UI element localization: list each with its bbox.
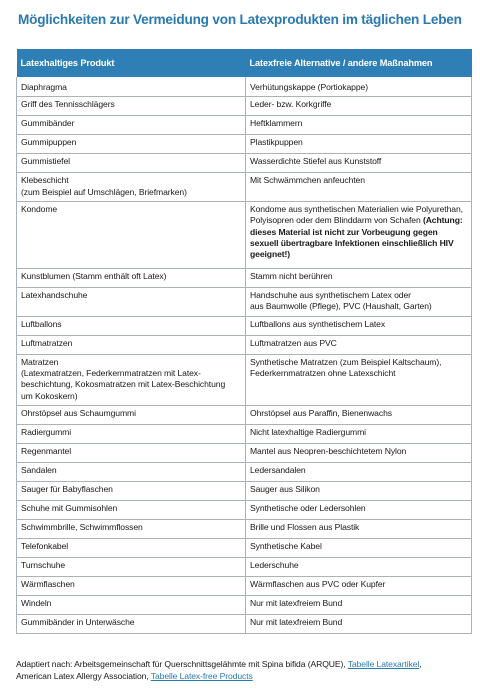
table-row — [17, 615, 472, 634]
cell-alternative — [246, 77, 472, 97]
source-footer — [16, 658, 471, 682]
cell-product: Griff des Tennisschlägers — [17, 97, 246, 116]
table-row — [17, 269, 472, 288]
alternative-text: Nicht latexhaltige Radiergummi — [250, 427, 366, 438]
alternative-text: Nur mit latexfreiem Bund — [250, 598, 343, 609]
table-row — [17, 501, 472, 520]
footer-text-2: American Latex Allergy Association, — [16, 671, 151, 682]
table-row — [17, 135, 472, 154]
table-row — [17, 288, 472, 317]
alternative-text: Heftklammern — [250, 118, 303, 129]
alternative-text: Mit Schwämmchen anfeuchten — [250, 175, 365, 186]
table-row — [17, 202, 472, 269]
cell-alternative — [246, 425, 472, 444]
table-row — [17, 316, 472, 335]
header-product: Latexhaltiges Produkt — [17, 49, 246, 77]
cell-product: Turnschuhe — [17, 558, 246, 577]
link-latexartikel[interactable]: Tabelle Latexartikel — [347, 659, 420, 669]
cell-alternative — [246, 520, 472, 539]
alternative-text: Nur mit latexfreiem Bund — [250, 617, 343, 628]
cell-alternative — [246, 615, 472, 634]
table-row — [17, 596, 472, 615]
cell-product: Luftmatratzen — [17, 335, 246, 354]
alternative-text: Sauger aus Silikon — [250, 484, 320, 495]
table-row — [17, 444, 472, 463]
table-row — [17, 97, 472, 116]
cell-product: Regenmantel — [17, 444, 246, 463]
table-row — [17, 77, 472, 97]
alternative-text: Luftmatratzen aus PVC — [250, 337, 337, 348]
cell-alternative — [246, 558, 472, 577]
cell-alternative — [246, 463, 472, 482]
cell-alternative — [246, 501, 472, 520]
cell-product: Gummipuppen — [17, 135, 246, 154]
table-row — [17, 335, 472, 354]
cell-alternative — [246, 116, 472, 135]
cell-product: Diaphragma — [17, 77, 246, 97]
cell-product: Gummistiefel — [17, 154, 246, 173]
cell-alternative — [246, 406, 472, 425]
alternative-text: Stamm nicht berühren — [250, 271, 333, 282]
alternative-text: Ohrstöpsel aus Paraffin, Bienenwachs — [250, 408, 392, 419]
cell-alternative — [246, 444, 472, 463]
page-title: Möglichkeiten zur Vermeidung von Latexprodukten im täglichen Leben — [18, 12, 462, 27]
cell-product: Wärmflaschen — [17, 577, 246, 596]
cell-alternative — [246, 173, 472, 202]
alternative-text: Synthetische oder Ledersohlen — [250, 503, 366, 514]
table-header-row — [17, 49, 472, 77]
cell-product: Klebeschicht (zum Beispiel auf Umschlägen, Briefmarken) — [17, 173, 246, 202]
cell-alternative — [246, 539, 472, 558]
cell-alternative — [246, 596, 472, 615]
table-row — [17, 354, 472, 405]
table-row — [17, 116, 472, 135]
alternative-text: Ledersandalen — [250, 465, 306, 476]
cell-alternative — [246, 482, 472, 501]
cell-product: Sandalen — [17, 463, 246, 482]
cell-alternative — [246, 135, 472, 154]
table-row — [17, 520, 472, 539]
table-row — [17, 463, 472, 482]
table-row — [17, 154, 472, 173]
alternative-text: Luftballons aus synthetischem Latex — [250, 318, 386, 329]
footer-text: Adaptiert nach: Arbeitsgemeinschaft für Querschnittsgelähmte mit Spina bifida (ARQUE), — [16, 659, 348, 669]
cell-alternative — [246, 354, 472, 405]
header-alternative: Latexfreie Alternative / andere Maßnahmen — [246, 49, 472, 77]
latex-table — [16, 49, 472, 634]
cell-product: Gummibänder — [17, 116, 246, 135]
cell-product: Sauger für Babyflaschen — [17, 482, 246, 501]
table-body — [17, 77, 472, 634]
cell-alternative — [246, 154, 472, 173]
cell-product: Luftballons — [17, 316, 246, 335]
cell-product: Schuhe mit Gummisohlen — [17, 501, 246, 520]
alternative-text: Brille und Flossen aus Plastik — [250, 522, 360, 533]
cell-product: Schwimmbrille, Schwimmflossen — [17, 520, 246, 539]
table-row — [17, 482, 472, 501]
cell-product: Latexhandschuhe — [17, 288, 246, 317]
alternative-text: Wärmflaschen aus PVC oder Kupfer — [250, 579, 386, 590]
cell-alternative — [246, 335, 472, 354]
table-row — [17, 539, 472, 558]
cell-product: Telefonkabel — [17, 539, 246, 558]
cell-product: Kunstblumen (Stamm enthält oft Latex) — [17, 269, 246, 288]
alternative-text: Lederschuhe — [250, 560, 299, 571]
alternative-text: Mantel aus Neopren-beschichtetem Nylon — [250, 446, 407, 457]
alternative-text: Plastikpuppen — [250, 137, 303, 148]
alternative-text: Kondome aus synthetischen Materialien wie Polyurethan, Polyisopren oder dem Blinddarm von Schafen — [250, 204, 463, 226]
cell-product: Radiergummi — [17, 425, 246, 444]
table-row — [17, 558, 472, 577]
cell-alternative — [246, 577, 472, 596]
alternative-text: Wasserdichte Stiefel aus Kunststoff — [250, 156, 382, 167]
link-latex-free-products[interactable]: Tabelle Latex-free Products — [150, 671, 253, 682]
cell-product: Kondome — [17, 202, 246, 269]
alternative-text: Synthetische Kabel — [250, 541, 322, 552]
cell-product: Ohrstöpsel aus Schaumgummi — [17, 406, 246, 425]
cell-product: Gummibänder in Unterwäsche — [17, 615, 246, 634]
cell-alternative — [246, 97, 472, 116]
table-row — [17, 173, 472, 202]
table-row — [17, 577, 472, 596]
table-row — [17, 406, 472, 425]
cell-alternative — [246, 202, 472, 269]
cell-product: Matratzen (Latexmatratzen, Federkernmatratzen mit Latex- beschichtung, Kokosmatratzen mit Latex-Beschichtung um Kokoskern) — [17, 354, 246, 405]
cell-alternative — [246, 316, 472, 335]
alternative-text: Verhütungskappe (Portiokappe) — [250, 82, 368, 92]
alternative-text: Synthetische Matratzen (zum Beispiel Kaltschaum), Federkernmatratzen ohne Latexschicht — [250, 356, 442, 379]
footer-comma: , — [419, 659, 422, 669]
cell-product: Windeln — [17, 596, 246, 615]
cell-alternative — [246, 288, 472, 317]
alternative-text: Handschuhe aus synthetischem Latex oder aus Baumwolle (Pflege), PVC (Haushalt, Garten) — [250, 290, 432, 312]
warning-text: (Achtung: dieses Material ist nicht zur Vorbeugung gegen sexuell übertragbare Infektionen einschließlich HIV geeignet!) — [250, 215, 463, 260]
alternative-text: Leder- bzw. Korkgriffe — [250, 99, 332, 110]
table-row — [17, 425, 472, 444]
cell-alternative — [246, 269, 472, 288]
